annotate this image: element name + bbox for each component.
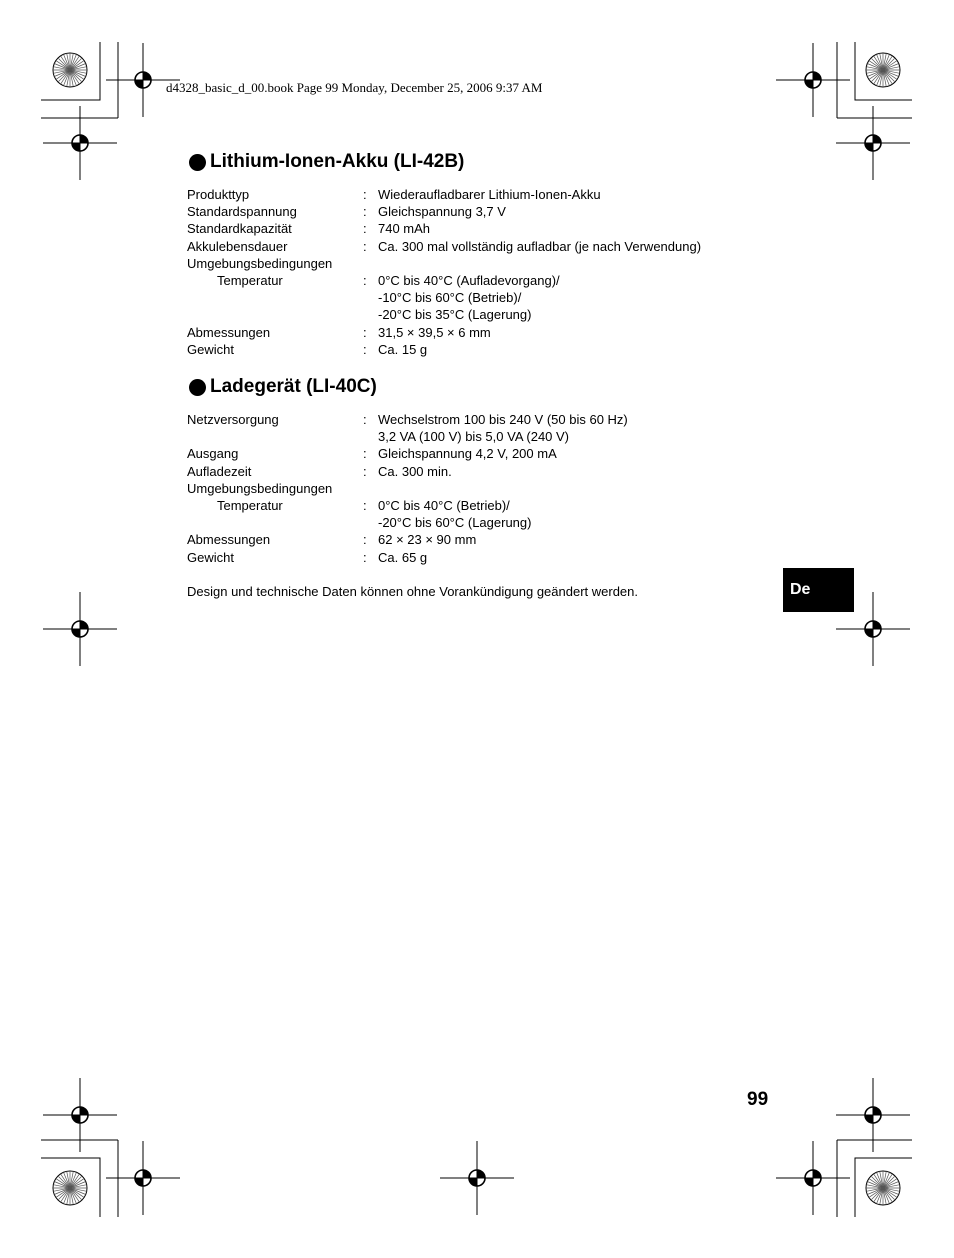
spec-label: Umgebungsbedingungen bbox=[187, 480, 333, 496]
spec-label: Gewicht bbox=[187, 341, 234, 357]
spec-value: -10°C bis 60°C (Betrieb)/ bbox=[378, 290, 522, 306]
spec-label bbox=[187, 514, 363, 531]
spec-label: Produkttyp bbox=[187, 187, 250, 202]
spec-separator: : bbox=[363, 221, 367, 237]
spec-label: Umgebungsbedingungen bbox=[187, 255, 333, 271]
spec-separator bbox=[363, 306, 378, 323]
spec-label bbox=[187, 306, 363, 323]
spec-value: 3,2 VA (100 V) bis 5,0 VA (240 V) bbox=[378, 429, 570, 445]
spec-row bbox=[187, 220, 787, 237]
spec-separator: : bbox=[363, 532, 367, 548]
spec-value: Wechselstrom 100 bis 240 V (50 bis 60 Hz) bbox=[378, 412, 628, 427]
spec-separator: : bbox=[363, 187, 367, 202]
page-number: 99 bbox=[747, 1089, 769, 1110]
spec-value: -20°C bis 60°C (Lagerung) bbox=[378, 515, 532, 531]
spec-separator bbox=[363, 514, 378, 531]
section-title-charger-text: Ladegerät (LI-40C) bbox=[210, 376, 377, 397]
spec-separator bbox=[363, 428, 378, 445]
spec-row bbox=[187, 514, 787, 531]
spec-row bbox=[187, 445, 787, 462]
book-header-line: d4328_basic_d_00.book Page 99 Monday, December 25, 2006 9:37 AM bbox=[166, 80, 543, 95]
spec-separator: : bbox=[363, 204, 367, 220]
spec-separator: : bbox=[363, 446, 367, 462]
spec-label: Temperatur bbox=[217, 273, 283, 289]
spec-label: Standardspannung bbox=[187, 204, 297, 220]
spec-label: Netzversorgung bbox=[187, 412, 279, 427]
spec-table-charger bbox=[187, 411, 787, 566]
spec-separator: : bbox=[363, 324, 367, 340]
spec-row bbox=[187, 411, 787, 428]
footnote: Design und technische Daten können ohne Vorankündigung geändert werden. bbox=[187, 584, 639, 599]
spec-value: Wiederaufladbarer Lithium-Ionen-Akku bbox=[378, 187, 601, 202]
spec-label: Akkulebensdauer bbox=[187, 238, 288, 254]
language-tab: De bbox=[783, 568, 854, 612]
spec-label: Ausgang bbox=[187, 446, 239, 462]
spec-value: 62 × 23 × 90 mm bbox=[378, 532, 477, 548]
spec-row bbox=[187, 531, 787, 548]
spec-separator bbox=[363, 480, 378, 497]
bullet-icon bbox=[189, 379, 206, 396]
bullet-icon bbox=[189, 154, 206, 171]
spec-separator: : bbox=[363, 549, 367, 565]
spec-label: Abmessungen bbox=[187, 324, 271, 340]
spec-row bbox=[187, 497, 787, 514]
spec-label: Abmessungen bbox=[187, 532, 271, 548]
spec-value: Ca. 15 g bbox=[378, 341, 428, 357]
spec-separator: : bbox=[363, 238, 367, 254]
spec-row bbox=[187, 289, 787, 306]
section-title-charger bbox=[189, 376, 377, 398]
spec-row bbox=[187, 272, 787, 289]
spec-value: -20°C bis 35°C (Lagerung) bbox=[378, 307, 532, 323]
spec-value: 0°C bis 40°C (Aufladevorgang)/ bbox=[378, 273, 560, 289]
spec-label bbox=[187, 428, 363, 445]
spec-row bbox=[187, 341, 787, 358]
spec-separator: : bbox=[363, 463, 367, 479]
spec-row bbox=[187, 186, 787, 203]
spec-separator: : bbox=[363, 273, 367, 289]
spec-row bbox=[187, 255, 787, 272]
spec-row bbox=[187, 428, 787, 445]
spec-separator bbox=[363, 289, 378, 306]
spec-row bbox=[187, 463, 787, 480]
spec-value: Gleichspannung 3,7 V bbox=[378, 204, 506, 220]
spec-separator bbox=[363, 255, 378, 272]
spec-row bbox=[187, 549, 787, 566]
spec-table-battery bbox=[187, 186, 787, 358]
spec-separator: : bbox=[363, 412, 367, 427]
spec-label: Gewicht bbox=[187, 549, 234, 565]
spec-label: Aufladezeit bbox=[187, 463, 252, 479]
spec-separator: : bbox=[363, 498, 367, 514]
section-title-battery-text: Lithium-Ionen-Akku (LI-42B) bbox=[210, 151, 465, 172]
spec-label: Temperatur bbox=[217, 498, 283, 514]
spec-value: Ca. 65 g bbox=[378, 549, 428, 565]
spec-value: 31,5 × 39,5 × 6 mm bbox=[378, 324, 491, 340]
spec-row bbox=[187, 480, 787, 497]
spec-value: 0°C bis 40°C (Betrieb)/ bbox=[378, 498, 510, 514]
spec-row bbox=[187, 306, 787, 323]
spec-separator: : bbox=[363, 341, 367, 357]
spec-label: Standardkapazität bbox=[187, 221, 292, 237]
spec-row bbox=[187, 203, 787, 220]
spec-value: Ca. 300 mal vollständig aufladbar (je nach Verwendung) bbox=[378, 238, 702, 254]
spec-value: 740 mAh bbox=[378, 221, 431, 237]
section-title-battery bbox=[189, 151, 464, 173]
spec-value: Gleichspannung 4,2 V, 200 mA bbox=[378, 446, 557, 462]
spec-label bbox=[187, 289, 363, 306]
spec-value: Ca. 300 min. bbox=[378, 463, 452, 479]
spec-row bbox=[187, 324, 787, 341]
spec-row bbox=[187, 238, 787, 255]
